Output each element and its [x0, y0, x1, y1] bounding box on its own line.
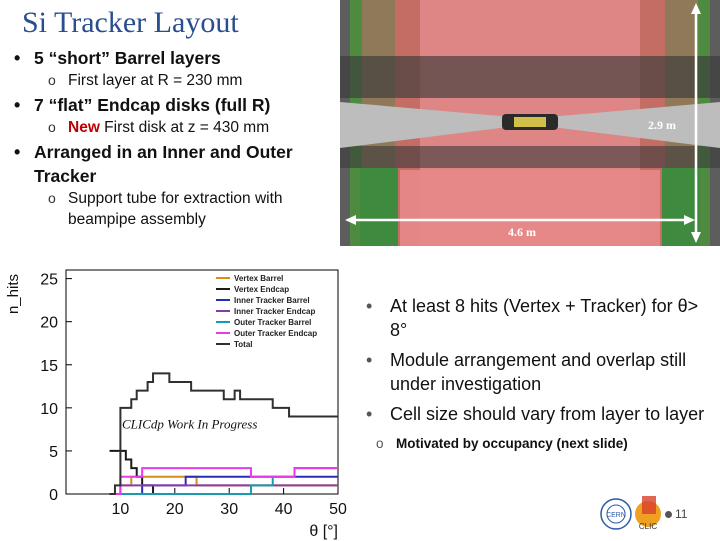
right-sub-bullet-text: Motivated by occupancy (next slide)	[396, 436, 628, 451]
left-bullet-5	[10, 188, 345, 230]
svg-text:CERN: CERN	[606, 512, 626, 519]
page-marker-icon	[665, 511, 672, 518]
bullet-marker-icon: •	[14, 95, 21, 115]
x-tick-label: 40	[274, 501, 293, 518]
y-tick-label: 15	[40, 357, 58, 375]
bullet-marker-icon: o	[48, 119, 56, 135]
legend-entry: Outer Tracker Barrel	[234, 318, 312, 327]
right-bullet-0	[362, 294, 707, 342]
new-highlight: New	[68, 119, 100, 136]
detector-layout-image	[340, 0, 720, 246]
legend-entry: Vertex Endcap	[234, 285, 290, 294]
slide-title: Si Tracker Layout	[22, 6, 239, 39]
x-tick-label: 30	[220, 501, 239, 518]
left-bullet-1	[10, 70, 345, 91]
cern-logo-icon	[601, 499, 631, 529]
right-bullet-text: Cell size should vary from layer to layer	[390, 404, 705, 424]
y-tick-label: 20	[40, 314, 58, 332]
bullet-marker-icon: o	[48, 190, 56, 206]
bullet-marker-icon: •	[14, 142, 21, 162]
bullet-marker-icon: •	[14, 48, 21, 68]
x-tick-label: 10	[111, 501, 130, 518]
x-tick-label: 50	[329, 501, 347, 518]
y-tick-label: 5	[49, 443, 58, 461]
left-bullet-text: Arranged in an Inner and Outer Tracker	[34, 142, 293, 186]
legend-entry: Outer Tracker Endcap	[234, 329, 318, 338]
legend-entry: Inner Tracker Endcap	[234, 307, 316, 316]
left-bullet-text: 5 “short” Barrel layers	[34, 48, 221, 68]
width-dimension-label: 4.6 m	[508, 225, 536, 239]
right-sub-bullet	[362, 432, 707, 456]
left-bullet-text: First layer at R = 230 mm	[68, 72, 243, 89]
hits-vs-theta-chart	[0, 258, 345, 540]
right-bullet-list	[362, 294, 707, 462]
logos	[596, 494, 674, 541]
page-number	[665, 507, 687, 521]
legend-entry: Vertex Barrel	[234, 274, 284, 283]
height-dimension-label: 2.9 m	[648, 118, 676, 132]
y-tick-label: 10	[40, 400, 58, 418]
right-bullet-2	[362, 402, 707, 426]
left-bullet-text: First disk at z = 430 mm	[99, 119, 270, 136]
x-axis-label: θ [°]	[309, 523, 338, 540]
legend-entry: Inner Tracker Barrel	[234, 296, 310, 305]
y-axis-label: n_hits	[5, 274, 22, 315]
left-bullet-4	[10, 140, 345, 188]
left-bullet-3	[10, 117, 345, 138]
bullet-marker-icon: •	[366, 350, 373, 370]
left-bullet-2	[10, 93, 345, 117]
svg-text:CLIC: CLIC	[638, 522, 658, 531]
left-bullet-text: 7 “flat” Endcap disks (full R)	[34, 95, 271, 115]
left-bullet-0	[10, 46, 345, 70]
left-bullet-list	[10, 46, 345, 232]
right-bullet-1	[362, 348, 707, 396]
bullet-marker-icon: o	[48, 72, 56, 88]
legend-entry: Total	[234, 340, 253, 349]
y-tick-label: 0	[49, 487, 58, 504]
page-number-text: 11	[675, 507, 688, 521]
chart-annotation: CLICdp Work In Progress	[122, 416, 258, 432]
bullet-marker-icon: •	[366, 296, 373, 316]
y-tick-label: 25	[40, 271, 58, 289]
right-bullet-text: Module arrangement and overlap still under investigation	[390, 350, 687, 394]
x-tick-label: 20	[165, 501, 184, 518]
clic-logo-icon	[635, 496, 661, 531]
left-bullet-text: Support tube for extraction with beampipe assembly	[68, 190, 283, 228]
bullet-marker-icon: •	[366, 404, 373, 424]
right-bullet-text: At least 8 hits (Vertex + Tracker) for θ> 8°	[390, 296, 699, 340]
sub-bullet-marker-icon: o	[376, 436, 384, 451]
